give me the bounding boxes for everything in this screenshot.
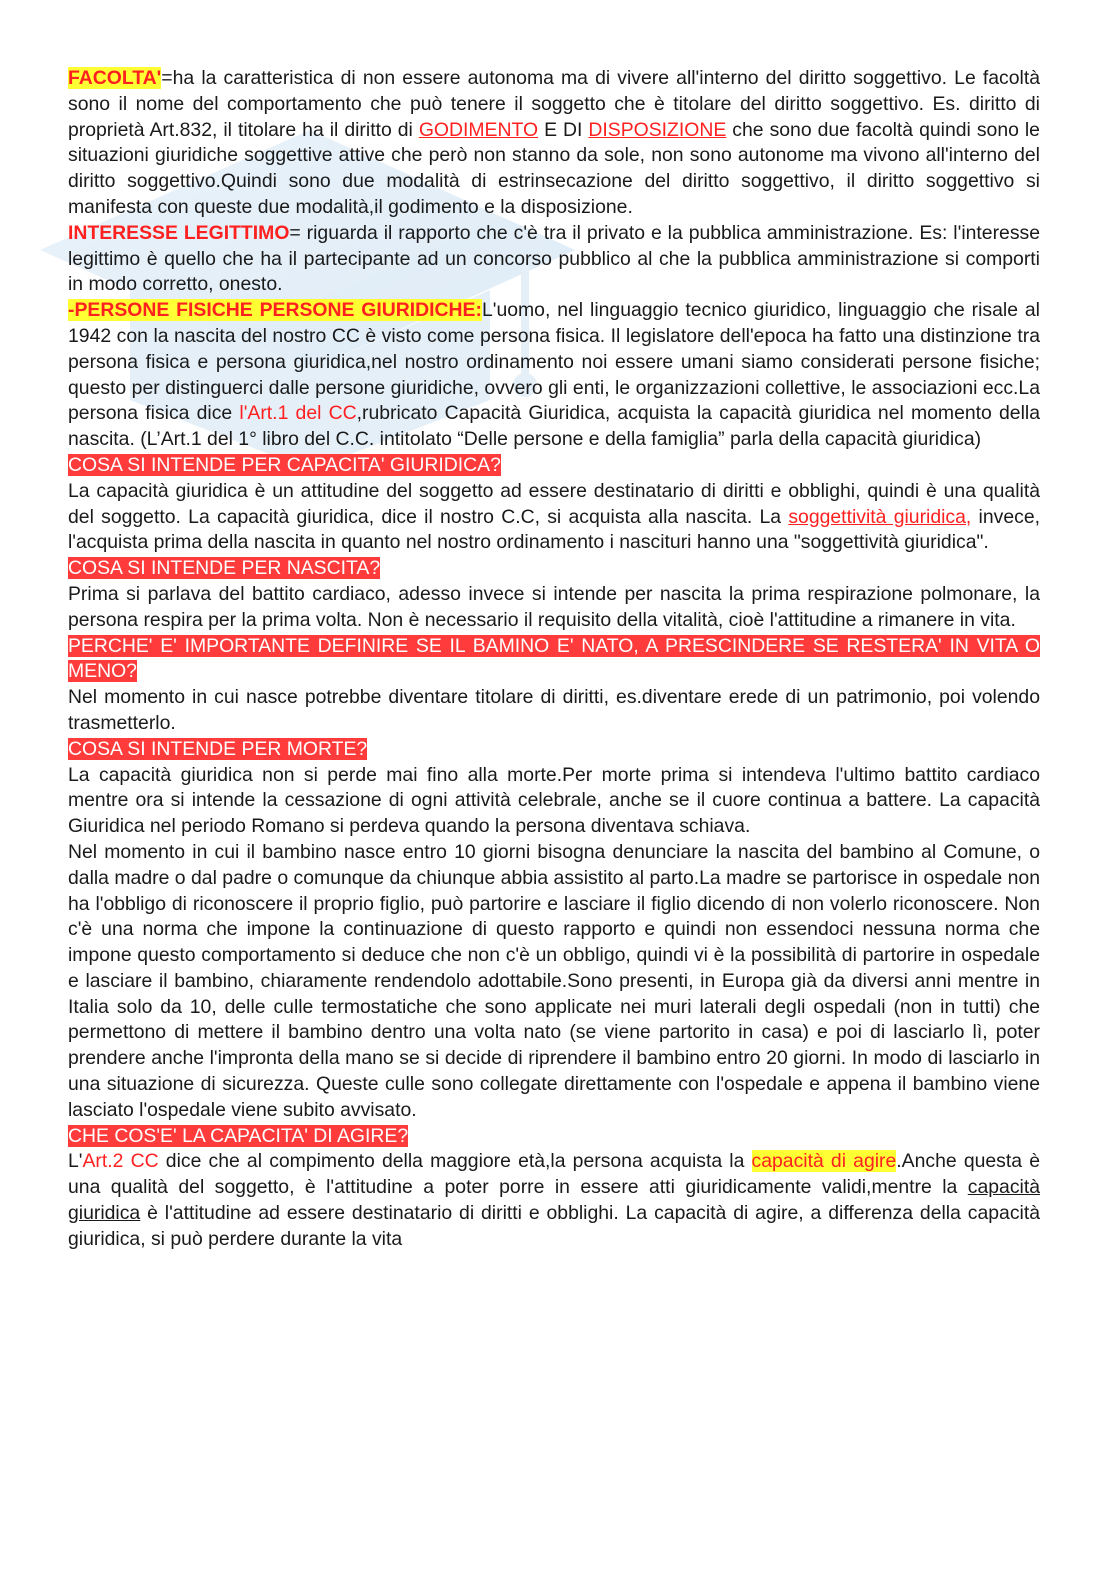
- paragraph-nascita: Prima si parlava del battito cardiaco, adesso invece si intende per nascita la prima respirazione polmonare, la persona respira per la prima volta. Non è necessario il requisito della vitalità, cioè l'attitudine a rimanere in vita.: [68, 582, 1040, 631]
- term-capacita-giuridica: capacità giuridica: [68, 1176, 1040, 1225]
- term-persone: -PERSONE FISICHE PERSONE GIURIDICHE:: [68, 299, 482, 322]
- paragraph-interesse-legittimo: INTERESSE LEGITTIMO= riguarda il rapporto che c'è tra il privato e la pubblica amministrazione. Es: l'interesse legittimo è quello che ha il partecipante ad un concorso pubblico al che la pubblica amministrazione si comporti in modo corretto, onesto.: [68, 221, 1040, 296]
- term-capacita-agire: capacità di agire: [751, 1150, 897, 1173]
- term-interesse-legittimo: INTERESSE LEGITTIMO: [68, 221, 290, 244]
- paragraph-facolta: FACOLTA'=ha la caratteristica di non essere autonoma ma di vivere all'interno del diritto soggettivo. Le facoltà sono il nome del comportamento che può tenere il soggetto che è titolare del diritto soggettivo. Es. diritto di proprietà Art.832, il titolare ha il diritto di GODIMENTO E DI DISPOSIZIONE che sono due facoltà quindi sono le situazioni giuridiche soggettive attive che però non stanno da sole, non sono autonome ma vivono all'interno del diritto soggettivo.Quindi sono due modalità di estrinsecazione del diritto soggettivo, il diritto soggettivo si manifesta con queste due modalità,il godimento e la disposizione.: [68, 67, 1040, 218]
- paragraph-persone: -PERSONE FISICHE PERSONE GIURIDICHE:L'uomo, nel linguaggio tecnico giuridico, linguaggio che risale al 1942 con la nascita del nostro CC è visto come persona fisica. Il legislatore dell'epoca ha fatto una distinzione tra persona fisica e persona giuridica,nel nostro ordinamento noi essere umani siamo considerati persone fisiche; questo per distinguerci dalle persone giuridiche, ovvero gli enti, le organizzazioni collettive, le associazioni ecc.La persona fisica dice l'Art.1 del CC,rubricato Capacità Giuridica, acquista la capacità giuridica nel momento della nascita. (L’Art.1 del 1° libro del C.C. intitolato “Delle persone e della famiglia” parla della capacità giuridica): [68, 299, 1040, 451]
- question-capacita-giuridica: COSA SI INTENDE PER CAPACITA' GIURIDICA?: [68, 453, 501, 476]
- question-nascita: COSA SI INTENDE PER NASCITA?: [68, 557, 381, 580]
- term-godimento: GODIMENTO: [418, 118, 539, 141]
- paragraph-morte: La capacità giuridica non si perde mai fino alla morte.Per morte prima si intendeva l'ultimo battito cardiaco mentre ora si intende la cessazione di ogni attività celebrale, anche se il cuore continua a battere. La capacità Giuridica nel periodo Romano si perdeva quando la persona diventava schiava.: [68, 763, 1040, 838]
- paragraph-capacita-agire: L'Art.2 CC dice che al compimento della maggiore età,la persona acquista la capacità di agire.Anche questa è una qualità del soggetto, è l'attitudine a poter porre in essere atti giuridicamente validi,mentre la capacità giuridica è l'attitudine ad essere destinatario di diritti e obblighi. La capacità di agire, a differenza della capacità giuridica, si può perdere durante la vita: [68, 1150, 1040, 1250]
- document-body: [68, 66, 1040, 1253]
- term-disposizione: DISPOSIZIONE: [588, 118, 727, 141]
- question-capacita-agire: CHE COS'E' LA CAPACITA' DI AGIRE?: [68, 1124, 409, 1147]
- term-soggettivita: soggettività giuridica,: [788, 505, 972, 528]
- term-facolta: FACOLTA': [68, 67, 162, 89]
- paragraph-bambino-nato: Nel momento in cui nasce potrebbe diventare titolare di diritti, es.diventare erede di un patrimonio, poi volendo trasmetterlo.: [68, 686, 1040, 734]
- question-morte: COSA SI INTENDE PER MORTE?: [68, 737, 368, 760]
- paragraph-nascita-bambino: Nel momento in cui il bambino nasce entro 10 giorni bisogna denunciare la nascita del bambino al Comune, o dalla madre o dal padre o comunque da chiunque abbia assistito al parto.La madre se partorisce in ospedale non ha l'obbligo di riconoscere il proprio figlio, può partorire e lasciare il figlio dicendo di non volerlo riconoscere. Non c'è una norma che impone la continuazione di questo rapporto e quindi non essendoci nessuna norma che impone questo comportamento si deduce che non c'è un obbligo, quindi vi è la possibilità di partorire in ospedale e lasciare il bambino, chiaramente rendendolo adottabile.Sono presenti, in Europa già da diversi anni mentre in Italia solo da 10, delle culle termostatiche che sono applicate nei muri laterali degli ospedali (non in tutti) che permettono di mettere il bambino dentro una volta nato (se viene partorito in casa) e poi di lasciarlo lì, poter prendere anche l'impronta della mano se si decide di riprendere il bambino entro 20 giorni. In modo di lasciarlo in una situazione di sicurezza. Queste culle sono collegate direttamente con l'ospedale e appena il bambino viene lasciato l'ospedale viene subito avvisato.: [68, 840, 1040, 1121]
- ref-art1: l'Art.1 del CC: [239, 402, 357, 425]
- ref-art2: Art.2 CC: [82, 1150, 159, 1173]
- question-bambino-nato: PERCHE' E' IMPORTANTE DEFINIRE SE IL BAMINO E' NATO, A PRESCINDERE SE RESTERA' IN VITA O MENO?: [68, 634, 1040, 683]
- paragraph-capacita-giuridica: La capacità giuridica è un attitudine del soggetto ad essere destinatario di diritti e obblighi, quindi è una qualità del soggetto. La capacità giuridica, dice il nostro C.C, si acquista alla nascita. La soggettività giuridica, invece, l'acquista prima della nascita in quanto nel nostro ordinamento i nascituri hanno una "soggettività giuridica".: [68, 479, 1040, 554]
